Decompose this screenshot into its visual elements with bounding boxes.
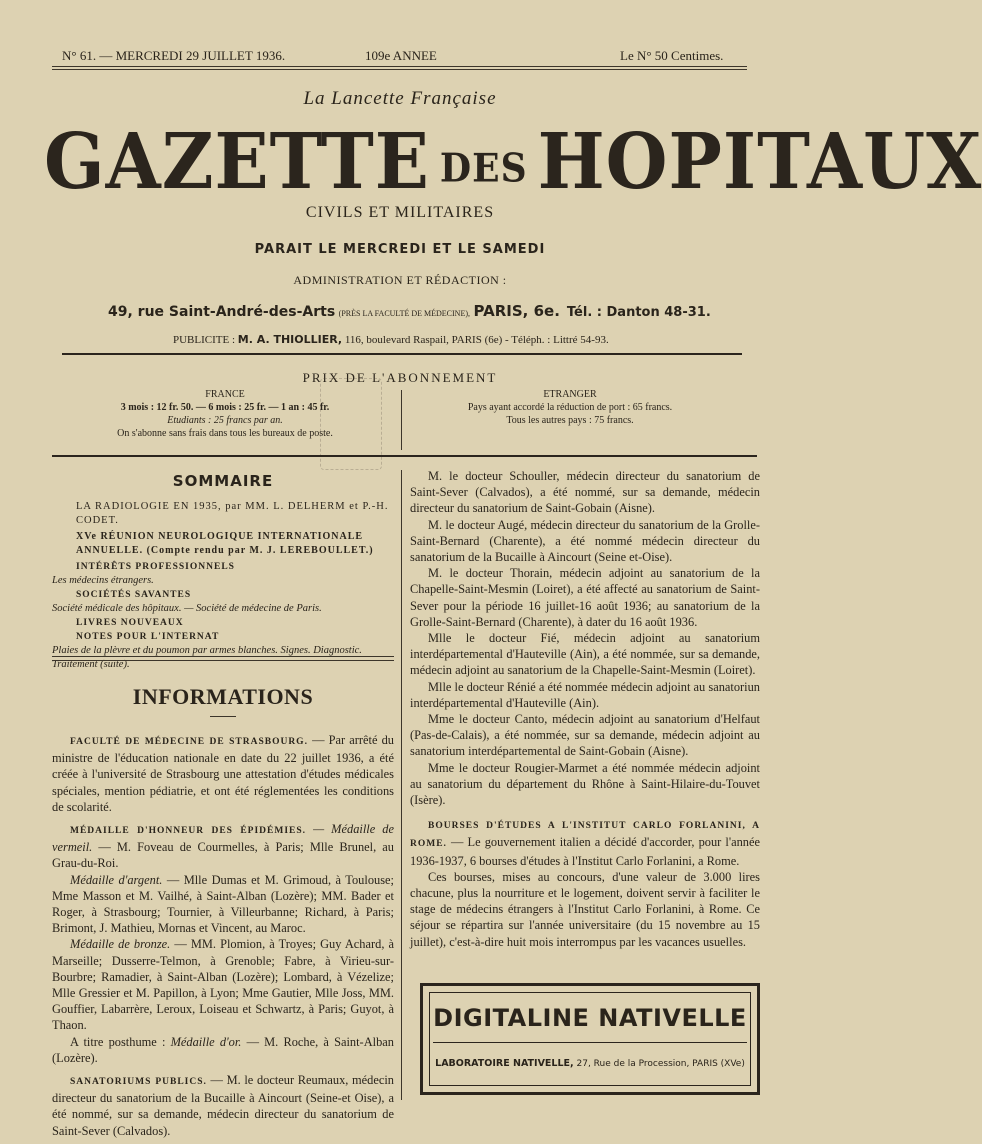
text-sanatoriums: — M. le docteur Reumaux, médecin directeur du sanatorium de la Bucaille à Aincourt (Seine-et Oise), a été nommé, sur sa demande, médecin directeur du sanatorium de Saint-Sever (Calvados). <box>52 1073 394 1138</box>
para-sanatoriums <box>52 1072 394 1139</box>
abonnement-divider <box>401 390 402 450</box>
france-line2: Etudiants : 25 francs par an. <box>167 415 283 426</box>
title-underline <box>210 716 236 717</box>
sommaire-item-internat: NOTES POUR L'INTERNAT <box>76 632 220 642</box>
head-bourses: BOURSES D'ÉTUDES A L'INSTITUT CARLO FORLANINI, A ROME. <box>410 821 760 850</box>
column-divider <box>401 470 402 1100</box>
head-medaille: MÉDAILLE D'HONNEUR DES ÉPIDÉMIES. <box>70 826 307 837</box>
france-line3: On s'abonne sans frais dans tous les bureaux de poste. <box>117 428 333 439</box>
address-tel: Tél. : Danton 48-31. <box>566 305 711 320</box>
pub-name: M. A. THIOLLIER, <box>237 333 343 346</box>
text-or: — M. Roche, à Saint-Alban (Lozère). <box>52 1034 394 1065</box>
medaille-vermeil: — Médaille de vermeil. <box>52 822 394 855</box>
para-bourses <box>410 816 760 869</box>
right-column-body <box>410 468 760 950</box>
head-strasbourg: FACULTÉ DE MÉDECINE DE STRASBOURG. <box>70 737 308 747</box>
address-note: (PRÈS LA FACULTÉ DE MÉDECINE), <box>338 309 471 318</box>
civils-militaires: CIVILS ET MILITAIRES <box>305 204 495 221</box>
informations-body <box>52 732 394 1139</box>
address-line <box>108 302 711 321</box>
sommaire-item-societe-medicale: Société médicale des hôpitaux. — Société de médecine de Paris. <box>52 603 322 614</box>
pub-rest: 116, boulevard Raspail, PARIS (6e) - Téléph. : Littré 54-93. <box>344 334 609 346</box>
medaille-bronze: Médaille de bronze. <box>70 937 171 952</box>
text-strasbourg: — Par arrêté du ministre de l'éducation nationale en date du 22 juillet 1936, a été créée à l'université de Strasbourg une attestation d'études médicales spéciales, mention pédiatrie, et ont été réglementées les conditions de scolarité. <box>52 733 394 814</box>
para-canto: Mme le docteur Canto, médecin adjoint au sanatorium d'Helfaut (Pas-de-Calais), a été nommée, sur sa demande, médecin adjoint au sanatorium interdépartemental de Saint-Gobain (Aisne). <box>410 712 760 759</box>
head-sanatoriums: SANATORIUMS PUBLICS. <box>70 1077 207 1088</box>
title-hopitaux: HOPITAUX <box>537 115 982 207</box>
para-rougier: Mme le docteur Rougier-Marmet a été nommée médecin adjoint au sanatorium du département du Rhône à Saint-Hilaire-du-Touvet (Isère). <box>410 760 760 808</box>
parait-line: PARAIT LE MERCREDI ET LE SAMEDI <box>254 242 546 257</box>
ad-lab: LABORATOIRE NATIVELLE, <box>435 1058 574 1069</box>
para-strasbourg <box>52 732 394 815</box>
informations-title: INFORMATIONS <box>132 684 314 709</box>
etranger-line2: Tous les autres pays : 75 francs. <box>506 415 634 426</box>
address-city: PARIS, 6e. <box>473 302 560 320</box>
sommaire-item-radiologie: LA RADIOLOGIE EN 1935, par MM. L. DELHERM et P.-H. CODET. <box>76 501 389 526</box>
advertisement-box <box>420 983 760 1095</box>
ad-subline <box>423 1058 757 1069</box>
para-posthume <box>52 1034 394 1066</box>
para-auge: M. le docteur Augé, médecin directeur du sanatorium de la Grolle-Saint-Bernard (Charente), a été nommé médecin directeur du sanatorium de la Bucaille à Aincourt (Seine et-Oise). <box>410 517 760 565</box>
france-line1: 3 mois : 12 fr. 50. — 6 mois : 25 fr. — 1 an : 45 fr. <box>120 402 330 413</box>
para-renie: Mlle le docteur Rénié a été nommée médecin adjoint au sanatoriun interdépartemental d'Hauteville (Ain). <box>410 679 760 710</box>
medaille-argent: Médaille d'argent. <box>70 872 163 887</box>
abonnement-etranger <box>420 388 720 427</box>
subtitle: La Lancette Française <box>303 88 497 109</box>
sommaire-list <box>52 500 394 672</box>
para-bourses-detail: Ces bourses, mises au concours, d'une valeur de 3.000 lires chacune, plus la nourriture et le logement, doivent servir à faciliter le stage de médecins étrangers à l'Institut Carlo Forlanini, à Rome. Ce séjour se répartira sur l'année universitaire (du 15 novembre au 15 juillet), c'est-à-dire huit mois interrompus par les vacances usuelles. <box>410 869 760 949</box>
para-medaille <box>52 821 394 872</box>
admin-line: ADMINISTRATION ET RÉDACTION : <box>293 273 507 287</box>
ad-rule <box>433 1042 747 1043</box>
top-rule-2 <box>52 69 747 70</box>
para-thorain: M. le docteur Thorain, médecin adjoint au sanatorium de la Chapelle-Saint-Mesmin (Loiret), a été affecté au sanatorium de Saint-Sever pour la période 16 juillet-16 août 1936; au sanatorium de la Grolle-Saint-Bernard (Charente), à dater du 16 août 1936. <box>410 566 760 629</box>
address-street: 49, rue Saint-André-des-Arts <box>108 304 336 320</box>
abonnement-france <box>70 388 380 440</box>
sommaire-item-interets: INTÉRÊTS PROFESSIONNELS <box>76 562 235 572</box>
year-label: 109e ANNEE <box>365 48 437 63</box>
para-bronze <box>52 936 394 1033</box>
abonnement-title: PRIX DE L'ABONNEMENT <box>302 370 498 385</box>
sommaire-item-plaies: Plaies de la plèvre et du poumon par armes blanches. Signes. Diagnostic. Traitement (suite). <box>52 645 362 670</box>
title-gazette: GAZETTE <box>44 115 430 207</box>
newspaper-title <box>44 115 982 211</box>
posthume-label: A titre posthume : <box>70 1034 166 1049</box>
pub-label: PUBLICITE : <box>173 334 236 346</box>
publicite-line <box>173 333 609 346</box>
para-fie: Mlle le docteur Fié, médecin adjoint au sanatorium interdépartemental d'Hauteville (Ain), a été nommée, sur sa demande, médecin adjoint au sanatorium de la Chapelle-Saint-Mesmin (Loiret). <box>410 631 760 678</box>
issue-number: N° 61. — MERCREDI 29 JUILLET 1936. <box>62 48 286 63</box>
text-vermeil: — M. Foveau de Courmelles, à Paris; Mlle Brunel, au Grau-du-Roi. <box>52 840 394 871</box>
title-des: DES <box>439 145 528 191</box>
france-label: FRANCE <box>205 389 245 400</box>
price-label: Le N° 50 Centimes. <box>620 48 724 63</box>
etranger-label: ETRANGER <box>543 389 597 400</box>
header-rule <box>62 353 742 355</box>
sommaire-title: SOMMAIRE <box>172 472 274 490</box>
text-bourses: — Le gouvernement italien a décidé d'accorder, pour l'année 1936-1937, 6 bourses d'études à l'Institut Carlo Forlanini, a Rome. <box>410 835 760 868</box>
text-argent: — Mlle Dumas et M. Grimoud, à Toulouse; Mme Masson et M. Vailhé, à Saint-Alban (Lozère); MM. Bader et Roger, à Strasbourg; Tournier, à Villeurbanne; Richard, à Paris; Brimont, J. Mathieu, Mornas et Vincent, au Maroc. <box>52 872 394 936</box>
ad-address: 27, Rue de la Procession, PARIS (XVe) <box>576 1059 745 1069</box>
sommaire-item-reunion: XVe RÉUNION NEUROLOGIQUE INTERNATIONALE ANNUELLE. (Compte rendu par M. J. LEREBOULLET.) <box>76 531 374 556</box>
sommaire-rule-2 <box>52 660 394 661</box>
text-bronze: — MM. Plomion, à Troyes; Guy Achard, à Marseille; Dusserre-Telmon, à Grenoble; Fabre, à Virieu-sur-Bourbre; Ramadier, à Saint-Alban (Lozère); Lombard, à Vézelize; Mlle Gressier et M. Papillon, à Lyon; Mme Gautier, Mlle Joss, MM. Gouffier, Labarrère, Leroux, Loiseau et Schwartz, à Paris; Guyot, à Thaon. <box>52 937 394 1033</box>
sommaire-item-medecins: Les médecins étrangers. <box>52 575 154 586</box>
ad-title: DIGITALINE NATIVELLE <box>433 1004 747 1032</box>
medaille-or: Médaille d'or. <box>170 1034 242 1049</box>
abonnement-rule <box>52 455 757 457</box>
etranger-line1: Pays ayant accordé la réduction de port : 65 francs. <box>467 402 673 413</box>
top-rule <box>52 66 747 67</box>
para-argent <box>52 872 394 937</box>
sommaire-item-societes: SOCIÉTÉS SAVANTES <box>76 590 192 600</box>
para-schouller: M. le docteur Schouller, médecin directeur du sanatorium de Saint-Sever (Calvados), a été nommé, sur sa demande, médecin directeur du sanatorium de Saint-Gobain (Aisne). <box>410 469 760 516</box>
sommaire-item-livres: LIVRES NOUVEAUX <box>76 618 184 628</box>
sommaire-rule <box>52 656 394 657</box>
